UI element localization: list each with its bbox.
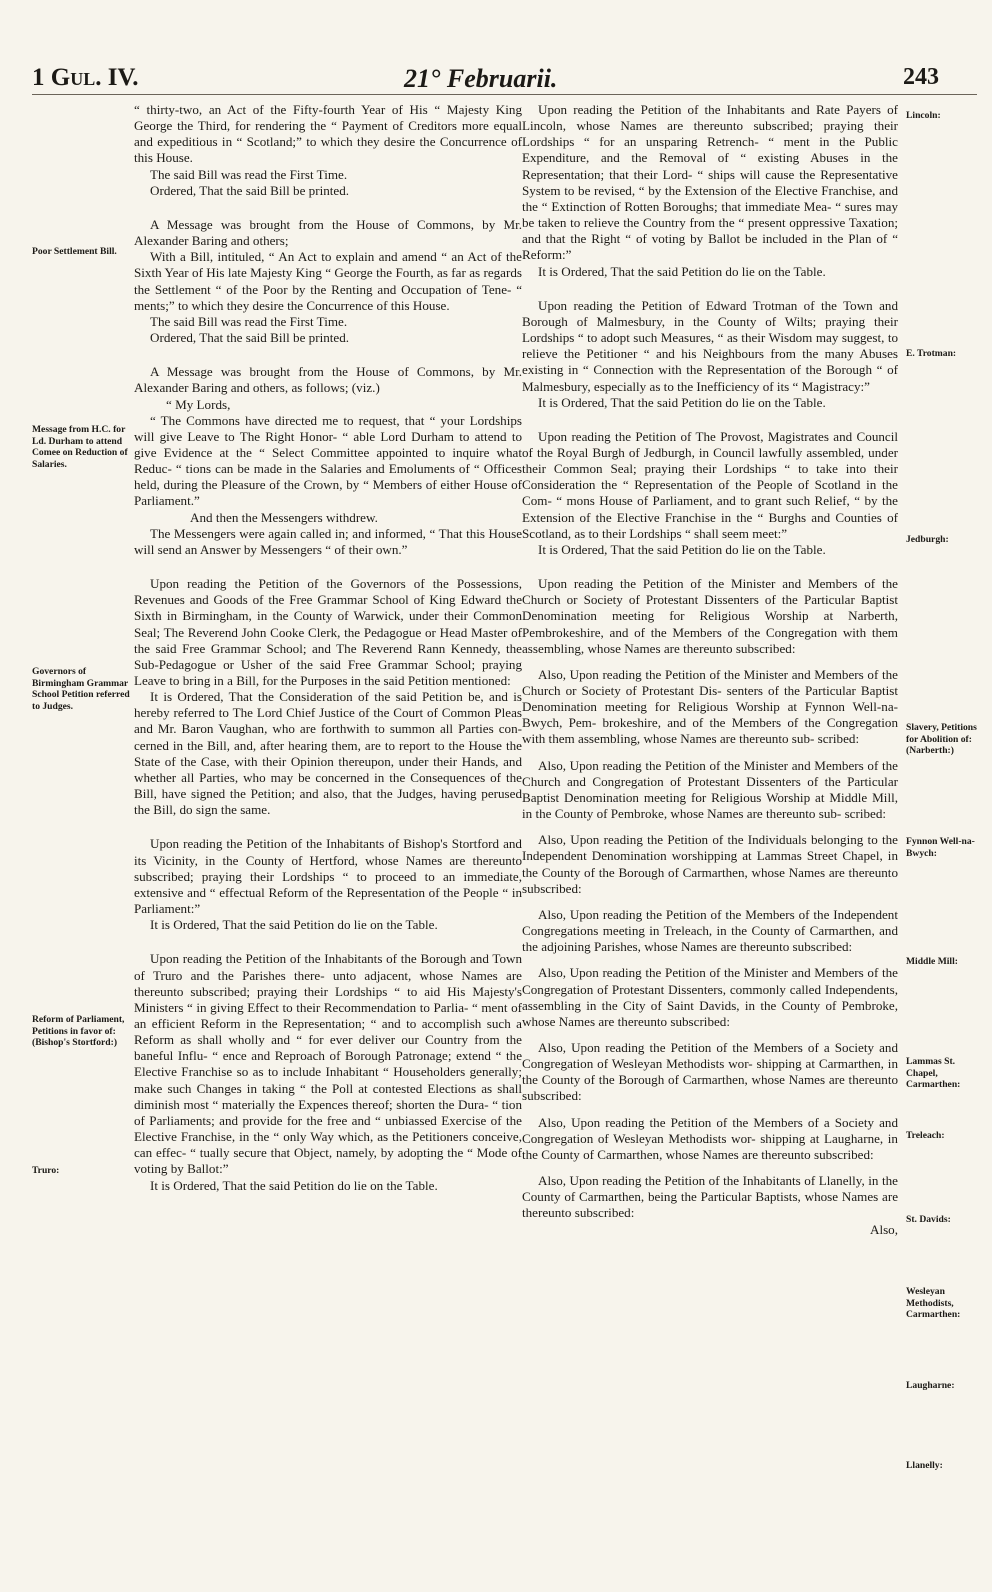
text-line: “ effectual Reform of the Representation of the People — [209, 884, 499, 900]
text-line: “ ence and Reproach of Borough Patronage; extend — [212, 1048, 491, 1064]
text-line: Table. — [793, 394, 826, 410]
text-line: Also, Upon reading the Petition of the Members of the — [538, 906, 830, 922]
text-line: praying their Lordships “ for an unsparing Retrench- — [522, 118, 898, 150]
header-rule — [32, 94, 977, 95]
text-line: cerned in the Bill, and, after hearing them, are to report — [134, 737, 431, 753]
text-line: brokeshire, and of the Members of the Congregation — [602, 715, 898, 731]
date-header: 21° Februarii. — [404, 64, 558, 93]
paragraph — [522, 264, 898, 280]
text-line: Justice of the Court of Common Pleas and Mr. Baron — [134, 705, 522, 737]
text-line: Also, Upon reading the Petition of the Minister and — [538, 757, 811, 773]
margin-note-lincoln: Lincoln: — [906, 110, 941, 121]
margin-note-reform: Reform of Parliament, Petitions in favor of: (Bishop's Stortford:) — [32, 1014, 125, 1048]
text-line: Wilts; praying their Lordships “ to adopt such Measures, — [522, 313, 898, 346]
text-line: It is Ordered, That the said Petition do lie on the — [538, 394, 791, 410]
paragraph: Ordered, That the said Bill be printed. — [150, 330, 350, 346]
text-line: “ George the Fourth, as far as regards the Settlement — [134, 265, 522, 297]
text-line: Also, Upon reading the Petition of the Minister and — [538, 965, 811, 981]
text-line: “ able Lord Durham to attend to give Evidence at the — [134, 428, 523, 460]
text-line: “ and his Neighbours from the many Abuses existing in — [522, 346, 898, 378]
text-line: of the Church or Society of Protestant Dissenters of the — [522, 576, 898, 608]
text-line: “ of the Poor by the Renting and Occupation of Tene- — [215, 281, 512, 297]
text-line: “ in Parliament:” — [134, 884, 522, 917]
text-line: Lordships “ to proceed to an immediate, extensive and — [134, 868, 523, 900]
text-line: “ the Elective Franchise so as to include Inhabitant — [134, 1048, 522, 1080]
margin-note-poor-settlement: Poor Settlement Bill. — [32, 246, 117, 257]
text-line: “ for ever deliver our Country from the baneful Influ- — [134, 1032, 522, 1064]
paragraph — [134, 249, 522, 314]
text-line: Members of the Church and Congregation of Protestant — [522, 757, 898, 789]
text-line: at Lammas Street Chapel, in the County of the Borough — [522, 848, 898, 880]
text-line: “ your Lordships will give Leave to The Right Honor- — [134, 412, 522, 444]
text-line: Baptists, whose Names are thereunto subscribed: — [522, 1189, 899, 1221]
text-line: Upon reading the Petition of the Inhabitants and Rate — [538, 102, 840, 117]
text-line: County of Warwick, under their Common Seal; The — [134, 608, 523, 640]
paragraph — [522, 542, 898, 558]
text-line: “ Reform:” — [522, 231, 898, 263]
text-line: are thereunto subscribed: — [598, 1013, 730, 1029]
text-line: whose Names are thereunto subscribed: — [665, 1146, 874, 1162]
text-line: for Religious Worship at Fynnon Well-na-Bwych, Pem- — [522, 699, 898, 731]
text-line: “ That this House will send an Answer by Messengers — [134, 525, 523, 557]
text-line: Upon reading the Petition of the Inhabitants of the — [150, 951, 417, 967]
text-line: “ ments;” to which they desire the Concurrence of this — [134, 281, 523, 313]
text-line: shipping at Laugharne, in the County of Carmarthen, — [522, 1130, 898, 1162]
text-line: “ mons House of Parliament, and to grant such Relief, — [556, 493, 850, 509]
text-line: Carmarthen, whose Names are thereunto subscribed: — [522, 1072, 899, 1104]
paragraph: The said Bill was read the First Time. — [150, 313, 348, 329]
margin-note-birmingham: Governors of Birmingham Grammar School Petition referred to Judges. — [32, 666, 130, 712]
text-line: “ Scotland;” to which they desire the Concurrence of — [236, 134, 522, 150]
text-line: Vaughan, who are forthwith to summon all Parties con- — [218, 721, 522, 737]
text-line: “ tions can be made in the Salaries and Emoluments of — [175, 461, 470, 477]
text-line: “ Offices held, during the Pleasure of the Crown, by — [134, 461, 523, 493]
paragraph: The said Bill was read the First Time. — [150, 166, 348, 182]
text-line: “ in giving Effect to their Recommendation to Parlia- — [187, 999, 469, 1015]
text-line: praying their Lordships “ to aid His Majesty's Ministers — [134, 983, 522, 1015]
text-line: “ an Act of the Sixth Year of His late Majesty King — [134, 249, 522, 281]
right-column — [522, 102, 898, 1238]
text-line: “ Extinction of Rotten Boroughs; that immediate Mea- — [541, 198, 832, 214]
paragraph — [522, 298, 898, 395]
text-line: Also, Upon reading the Petition of the Members of a — [538, 1039, 830, 1055]
paragraph — [522, 758, 898, 823]
text-line: Table. — [405, 1177, 438, 1193]
text-line: “ of their own.” — [325, 541, 408, 557]
text-line: It is Ordered, That the said Petition do lie on the — [150, 1177, 403, 1193]
text-line: “ Magistracy:” — [792, 378, 870, 394]
text-line: With a Bill, intituled, “ An Act to explain and amend — [150, 249, 437, 265]
paragraph: Ordered, That the said Bill be printed. — [150, 182, 350, 198]
text-line: commonly called Independents, assembling in the City of — [522, 981, 898, 1013]
text-line: Also, Upon reading the Petition of the Minister and — [538, 666, 811, 682]
paragraph — [522, 102, 898, 264]
text-line: Table. — [793, 541, 826, 557]
text-line: “ Burghs and Counties of Scotland, as to their Lordships — [522, 509, 898, 541]
text-line: to the House the State of the Case, with their Opinion — [134, 737, 522, 769]
text-line: “ ships will cause the Representative System to be revised, — [522, 166, 898, 198]
text-line: with them assembling, whose Names are thereunto sub- — [522, 731, 815, 747]
text-line: “ only Way which, as the Petitioners conceive, can effec- — [134, 1129, 523, 1161]
text-line: Upon reading the Petition of Edward Trotman of the — [538, 297, 837, 313]
text-line: Payers of Lincoln, whose Names are thereunto subscribed; — [522, 102, 898, 134]
paragraph — [522, 965, 898, 1030]
margin-note-treleach: Treleach: — [906, 1130, 945, 1141]
text-line: Upon reading the Petition of The Provost, Magistrates — [538, 428, 829, 444]
paragraph — [134, 526, 522, 558]
text-line: of the said Free Grammar School; praying Leave to — [134, 656, 522, 688]
text-line: House. — [412, 297, 450, 313]
text-line: scribed: — [817, 731, 860, 747]
text-line: County of Carmarthen, and the adjoining Parishes, whose — [522, 923, 898, 955]
text-line: “ of voting by Ballot be included in the Plan of — [625, 231, 888, 247]
text-line: their Lordships “ to take into their Consideration the — [522, 461, 898, 493]
paragraph — [522, 667, 898, 748]
margin-note-laugharne: Laugharne: — [906, 1380, 955, 1391]
text-line: Llanelly, in the County of Carmarthen, being the Particular — [522, 1173, 898, 1205]
text-line: Table. — [405, 917, 438, 933]
text-line: and Council of the Royal Burgh of Jedburgh, in Council — [522, 428, 899, 460]
text-line: unto adjacent, whose Names are thereunto subscribed; — [134, 967, 522, 999]
text-line: A Message was brought from the House of Commons, — [150, 364, 474, 380]
paragraph — [134, 102, 522, 167]
paragraph: “ My Lords, — [166, 396, 231, 412]
left-column — [134, 102, 522, 1194]
text-line: who may be concerned in the Consequences of the Bill, — [134, 769, 522, 802]
text-line: “ and to accomplish such a Reform as shall wholly and — [134, 1015, 522, 1048]
text-line: “ The Commons have directed me to request, that — [150, 412, 425, 428]
paragraph — [522, 576, 898, 657]
paragraph — [134, 1178, 522, 1194]
text-line: “ Payment of Creditors more equal and expeditious in — [134, 118, 522, 150]
text-line: “ Majesty King George the Third, for rendering the — [134, 102, 522, 134]
margin-note-message-durham: Message from H.C. for Ld. Durham to attend Comee on Reduction of Salaries. — [32, 424, 128, 470]
text-line: Table. — [793, 263, 826, 279]
text-line: of the Congregation with them assembling, whose Names — [522, 624, 898, 656]
text-line: “ thirty-two, an Act of the Fifty-fourth Year of His — [134, 102, 428, 117]
paragraph — [134, 951, 522, 1177]
text-line: School of King Edward the Sixth in Birmingham, in the — [134, 592, 523, 624]
text-line: this House. — [134, 150, 193, 166]
text-line: have signed the Petition; and also, that the Judges, — [161, 786, 437, 802]
text-line: belonging to the Independent Denomination worshipping — [522, 832, 898, 864]
margin-note-truro: Truro: — [32, 1165, 60, 1176]
text-line: whose Names are thereunto subscribed; praying their — [134, 852, 523, 884]
paragraph — [134, 689, 522, 818]
text-line: “ by the Extension of the Elective Franchise, and the — [522, 182, 898, 214]
text-line: by Mr. Alexander Baring and others; — [134, 216, 522, 249]
text-line: Particular Baptist Denomination meeting for Religious — [522, 592, 898, 624]
text-line: Possessions, Revenues and Goods of the Free Grammar — [134, 576, 522, 608]
text-line: It is Ordered, That the said Petition do lie on the — [150, 917, 403, 933]
text-line: “ by the Extension of the Elective Franchise in the — [522, 493, 898, 525]
text-line: “ Householders generally; make such Changes in taking — [134, 1064, 522, 1096]
text-line: Saint Davids, in the County of Pembroke, whose Names — [522, 997, 899, 1029]
margin-note-middle-mill: Middle Mill: — [906, 956, 958, 967]
text-line: “ Members of either House of Parliament.” — [134, 477, 523, 509]
text-line: “ sures may be taken to relieve the Country from the — [522, 198, 899, 231]
text-line: of Carmarthen, whose Names are thereunto subscribed: — [522, 864, 898, 896]
margin-note-st-davids: St. Davids: — [906, 1214, 951, 1225]
text-line: Upon reading the Petition of the Governors of the — [150, 576, 449, 592]
text-line: Society and Congregation of Wesleyan Methodists wor- — [522, 1039, 898, 1072]
text-line: “ existing Abuses in the Representation; that their Lord- — [522, 150, 898, 182]
paragraph — [522, 1040, 898, 1105]
text-line: Dissenters of the Particular Baptist Denomination — [522, 773, 898, 805]
text-line: “ materially the Expences thereof; shorten the Dura- — [212, 1096, 489, 1112]
paragraph — [134, 364, 522, 396]
text-line: Members of the Church or Society of Protestant Dis- — [522, 666, 898, 698]
text-line: Also, Upon reading the Petition of the Members of a — [538, 1114, 830, 1130]
text-line: bring in a Bill, for the Purposes in the said Petition — [182, 673, 449, 688]
text-line: Borough and Town of Truro and the Parishes there- — [134, 951, 522, 983]
paragraph — [522, 1173, 898, 1221]
text-line: shipping at Carmarthen, in the County of the Borough of — [522, 1056, 898, 1088]
text-line: “ shall seem meet:” — [684, 525, 788, 541]
text-line: “ ment of an efficient Reform in the Representation; — [134, 999, 522, 1031]
regnal-year-header: 1 Gul. IV. — [32, 64, 139, 91]
text-line: Also, Upon reading the Petition of the Individuals — [538, 832, 807, 848]
page-number: 243 — [903, 64, 939, 90]
paragraph — [134, 576, 522, 689]
paragraph — [522, 395, 898, 411]
text-line: Names are thereunto subscribed: — [680, 939, 853, 955]
text-line: “ ment in the Public Expenditure, and the Removal of — [522, 134, 898, 166]
text-line: Reverend John Cooke Clerk, the Pedagogue or Head — [187, 624, 468, 640]
text-line: mentioned: — [451, 673, 511, 688]
text-line: Independent Congregations meeting in Treleach, in the — [522, 906, 898, 939]
text-line: “ unbiassed Exercise of the Elective Franchise, in the — [134, 1112, 522, 1145]
text-line: “ of Malmesbury, especially as to the Inefficiency of its — [522, 362, 899, 394]
paragraph — [134, 413, 522, 510]
margin-note-lammas: Lammas St. Chapel, Carmarthen: — [906, 1056, 961, 1090]
paragraph: And then the Messengers withdrew. — [190, 509, 378, 525]
text-line: scribed: — [844, 806, 887, 822]
paragraph — [134, 917, 522, 933]
text-line: Reverend Rann Kennedy, the Sub-Pedagogue or Usher — [134, 640, 522, 672]
text-line: “ tion of Parliaments; and provide for the free and — [134, 1096, 522, 1128]
text-line: “ as their Wisdom may suggest, to relieve the Petitioner — [522, 330, 899, 362]
text-line: “ the Poll at contested Elections as shall diminish most — [134, 1080, 522, 1112]
text-line: County of Pembroke, whose Names are thereunto sub- — [554, 806, 842, 822]
margin-note-jedburgh: Jedburgh: — [906, 534, 949, 545]
text-line: A Message was brought from the House of Commons, — [150, 216, 474, 232]
text-line: senters of the Particular Baptist Denomination meeting — [522, 683, 899, 715]
text-line: Master of the said Free Grammar School; and The — [134, 624, 523, 656]
text-line: “ Connection with the Representation of the Borough — [582, 362, 873, 378]
paragraph — [522, 429, 898, 542]
margin-note-wesleyan: Wesleyan Methodists, Carmarthen: — [906, 1286, 961, 1320]
text-line: It is Ordered, That the said Petition do lie on the — [538, 263, 791, 279]
paragraph — [522, 907, 898, 955]
text-line: Also, Upon reading the Petition of the Inhabitants of — [538, 1173, 816, 1189]
text-line: meeting for Religious Worship at Middle Mill, in the — [522, 789, 898, 822]
text-line: “ Mode of voting by Ballot:” — [134, 1145, 522, 1177]
text-line: lawfully assembled, under their Common Seal; praying — [522, 444, 898, 477]
text-line: Petition be, and is hereby referred to The Lord Chief — [134, 689, 522, 721]
paragraph — [522, 1115, 898, 1163]
paragraph — [522, 832, 898, 897]
paragraph — [134, 217, 522, 249]
text-line: “ tually secure that Object, namely, by adopting the — [190, 1145, 464, 1161]
margin-note-fynnon: Fynnon Well-na-Bwych: — [906, 836, 975, 859]
text-line: by Mr. Alexander Baring and others, as follows; (viz.) — [134, 364, 522, 396]
text-line: Upon reading the Petition of the Inhabitants of Bishop's — [150, 836, 448, 852]
text-line: It is Ordered, That the said Petition do lie on the — [538, 541, 791, 557]
text-line: thereupon, under their Hands, and whether all Parties, — [134, 753, 522, 785]
text-line: Society and Congregation of Wesleyan Methodists wor- — [522, 1114, 898, 1146]
margin-note-slavery: Slavery, Petitions for Abolition of: (Narberth:) — [906, 722, 977, 756]
margin-note-trotman: E. Trotman: — [906, 348, 957, 359]
text-line: “ present oppressive Taxation; and that the Right — [522, 215, 899, 247]
text-line: Town and Borough of Malmesbury, in the County of — [522, 297, 898, 329]
text-line: Members of the Congregation of Protestant Dissenters, — [522, 965, 898, 997]
text-line: are thereunto subscribed: — [663, 640, 796, 656]
catchword: Also, — [869, 1221, 898, 1237]
paragraph — [134, 836, 522, 917]
text-line: “ Representation of the People of Scotland in the Com- — [522, 477, 898, 509]
text-line: Stortford and its Vicinity, in the County of Hertford, — [134, 836, 522, 868]
text-line: having perused the Bill, do sign the same. — [134, 786, 522, 818]
text-line: “ Select Committee appointed to inquire what Reduc- — [134, 444, 522, 477]
text-line: The Messengers were again called in; and informed, — [150, 525, 426, 541]
text-line: Upon reading the Petition of the Minister and Members — [538, 576, 858, 592]
text-line: Worship at Narberth, Pembrokeshire, and of the Members — [522, 608, 898, 640]
margin-note-llanelly: Llanelly: — [906, 1460, 943, 1471]
text-line: It is Ordered, That the Consideration of the said — [150, 689, 417, 705]
